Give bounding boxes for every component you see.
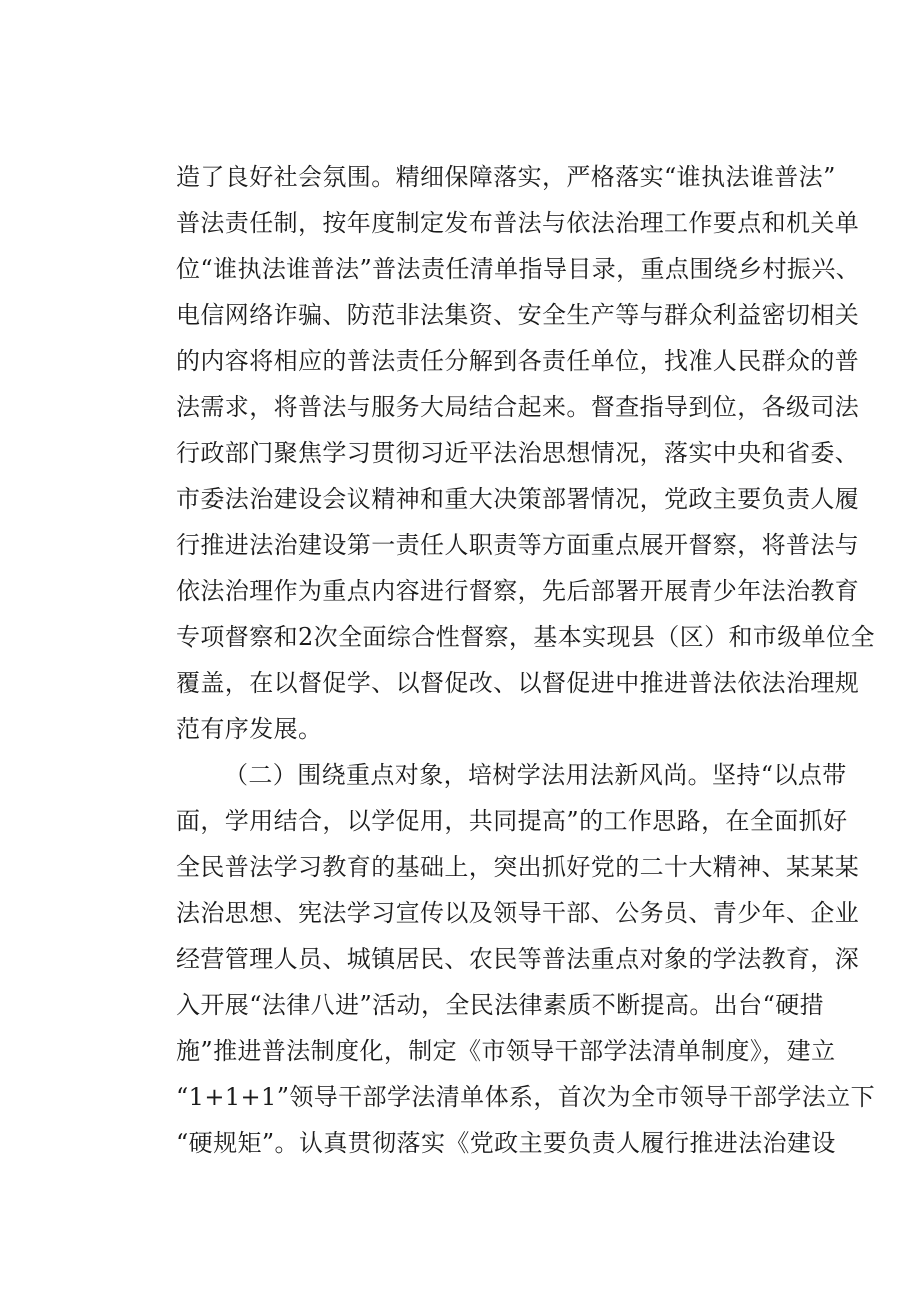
text-line-21: “1+1+1”领导干部学法清单体系，首次为全市领导干部学法立下	[176, 1083, 875, 1111]
text-line-9: 行推进法治建设第一责任人职责等方面重点展开督察，将普法与	[176, 531, 860, 559]
text-line-1: 造了良好社会氛围。精细保障落实，严格落实“谁执法谁普法”	[176, 163, 836, 191]
text-line-6: 法需求，将普法与服务大局结合起来。督查指导到位，各级司法	[176, 393, 860, 421]
text-line-4: 电信网络诈骗、防范非法集资、安全生产等与群众利益密切相关	[176, 301, 860, 329]
text-line-12: 覆盖，在以督促学、以督促改、以督促进中推进普法依法治理规	[176, 669, 860, 697]
text-line-14-section-heading: （二）围绕重点对象，培树学法用法新风尚。坚持“以点带	[224, 761, 847, 789]
text-line-13: 范有序发展。	[176, 715, 323, 743]
text-line-7: 行政部门聚焦学习贯彻习近平法治思想情况，落实中央和省委、	[176, 439, 860, 467]
text-line-10: 依法治理作为重点内容进行督察，先后部署开展青少年法治教育	[176, 577, 860, 605]
text-line-15: 面，学用结合，以学促用，共同提高”的工作思路，在全面抓好	[176, 807, 848, 835]
text-line-17: 法治思想、宪法学习宣传以及领导干部、公务员、青少年、企业	[176, 899, 860, 927]
text-line-22: “硬规矩”。认真贯彻落实《党政主要负责人履行推进法治建设	[176, 1129, 836, 1157]
text-line-3: 位“谁执法谁普法”普法责任清单指导目录，重点围绕乡村振兴、	[176, 255, 861, 283]
text-line-16: 全民普法学习教育的基础上，突出抓好党的二十大精神、某某某	[176, 853, 860, 881]
text-line-8: 市委法治建设会议精神和重大决策部署情况，党政主要负责人履	[176, 485, 860, 513]
text-line-5: 的内容将相应的普法责任分解到各责任单位，找准人民群众的普	[176, 347, 860, 375]
text-line-19: 入开展“法律八进”活动，全民法律素质不断提高。出台“硬措	[176, 991, 825, 1019]
text-line-11: 专项督察和2次全面综合性督察，基本实现县（区）和市级单位全	[176, 623, 875, 651]
text-line-2: 普法责任制，按年度制定发布普法与依法治理工作要点和机关单	[176, 209, 860, 237]
text-line-18: 经营管理人员、城镇居民、农民等普法重点对象的学法教育，深	[176, 945, 860, 973]
text-line-20: 施”推进普法制度化，制定《市领导干部学法清单制度》，建立	[176, 1037, 836, 1065]
